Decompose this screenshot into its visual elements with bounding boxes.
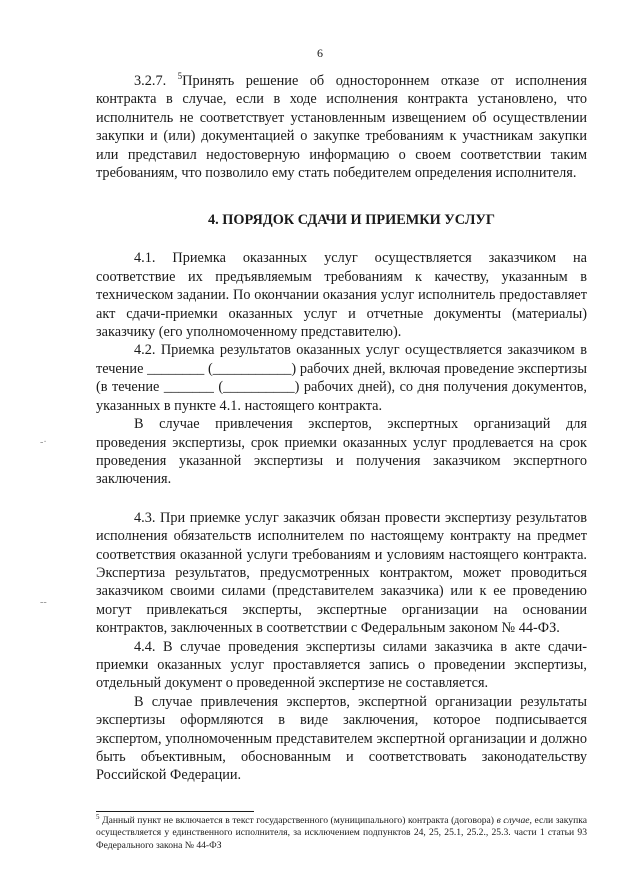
- clause-3-2-7: [96, 72, 587, 182]
- margin-mark: -·: [40, 437, 47, 448]
- footnote-italic-text: в случае,: [496, 815, 532, 826]
- paragraph-4-2: 4.2. Приемка результатов оказанных услуг осуществляется заказчиком в течение ________ (___________) рабочих дней, включая проведение экспертизы (в течение _______ (__________) рабочих дней), со дня получения документов, указанных в пункте 4.1. настоящего контракта.: [96, 342, 587, 414]
- footnote-text-start: Данный пункт не включается в текст государственного (муниципального) контракта (договора): [102, 815, 497, 826]
- clause-number: 3.2.7.: [134, 73, 167, 89]
- margin-mark: --: [40, 597, 47, 608]
- document-body: [96, 72, 587, 785]
- clause-text: Принять решение об одностороннем отказе от исполнения контракта в случае, если в ходе исполнения контракта установлено, что исполнитель не соответствует установленным извещением об осуществлении закупки и (или) документацией о закупке требованиям к участникам закупки или представил недостоверную информацию о своем соответствии таким требованиям, что позволило ему стать победителем определения исполнителя.: [96, 73, 587, 182]
- footnote-reference: 5: [177, 71, 183, 82]
- paragraph-4-4-experts: В случае привлечения экспертов, экспертной организации результаты экспертизы оформляются в виде заключения, которое подписывается экспертом, уполномоченным представителем экспертной организации и должно быть объективным, обоснованным и соответствовать законодательству Российской Федерации.: [96, 693, 587, 784]
- footnote-divider: [96, 811, 254, 812]
- paragraph-4-1: 4.1. Приемка оказанных услуг осуществляется заказчиком на соответствие их предъявляемым требованиям к качеству, указанным в техническом задании. По окончании оказания услуг исполнитель предоставляет акт сдачи-приемки оказанных услуг и отчетные документы (материалы) заказчику (его уполномоченному представителю).: [96, 250, 587, 341]
- spacer: [96, 489, 587, 509]
- footnote: [96, 812, 587, 852]
- section-heading: 4. ПОРЯДОК СДАЧИ И ПРИЕМКИ УСЛУГ: [207, 212, 496, 229]
- footnote-text-end: если закупка осуществляется у единственного исполнителя, за исключением подпунктов 24, 25, 25.1, 25.2., 25.3. части 1 статьи 93 Федерального закона № 44-ФЗ: [96, 815, 587, 851]
- page-number: 6: [317, 46, 323, 60]
- paragraph-4-3: 4.3. При приемке услуг заказчик обязан провести экспертизу результатов исполнения обязательств исполнителем по настоящему контракту на предмет соответствия оказанной услуги требованиям и условиям настоящего контракта. Экспертиза результатов, предусмотренных контрактом, может проводиться заказчиком своими силами (представителем заказчика) или к ее проведению могут привлекаться эксперты, экспертные организации на основании контрактов, заключенных в соответствии с Федеральным законом № 44-ФЗ.: [96, 509, 587, 637]
- paragraph-4-2-experts: В случае привлечения экспертов, экспертных организаций для проведения экспертизы, срок приемки оказанных услуг продлевается на срок проведения указанной экспертизы и получения заказчиком экспертного заключения.: [96, 416, 587, 488]
- footnote-number: 5: [96, 812, 100, 821]
- paragraph-4-4: 4.4. В случае проведения экспертизы силами заказчика в акте сдачи-приемки оказанных услуг проставляется запись о проведении экспертизы, отдельный документ о проведенной экспертизе не составляется.: [96, 638, 587, 692]
